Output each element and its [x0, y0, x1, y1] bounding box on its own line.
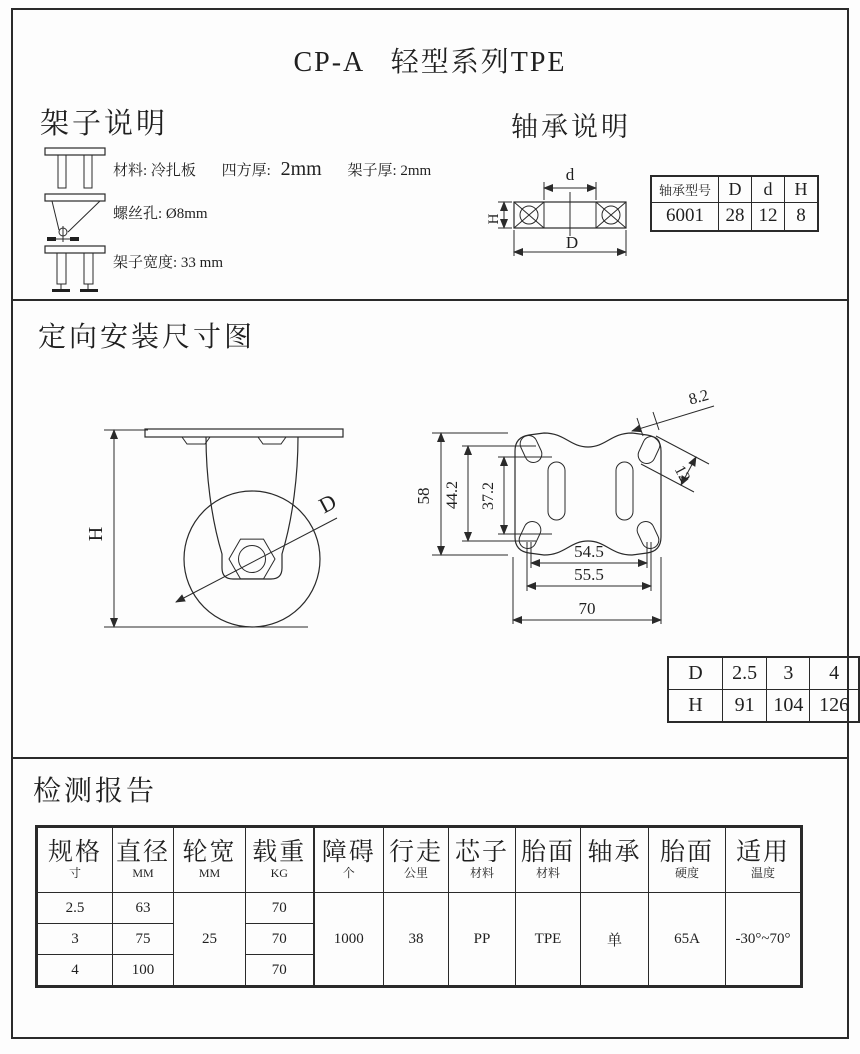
- col-header-tread-material: 胎面 材料: [516, 828, 581, 893]
- section-divider-bottom: [11, 757, 849, 759]
- bearing-H-value: 8: [785, 202, 819, 231]
- spec-size: 3: [38, 924, 113, 955]
- frame-material-spec: [113, 158, 431, 181]
- dh-d-value-1: 2.5: [722, 657, 767, 690]
- dh-h-value-1: 91: [722, 690, 767, 723]
- dh-label-D: D: [668, 657, 722, 690]
- bearing-spec-table: [650, 175, 819, 232]
- frame-thickness-label: 架子厚: 2mm: [347, 163, 432, 179]
- diameter-height-table: [667, 656, 860, 723]
- wheel-width-value: 25: [174, 893, 246, 986]
- temperature-range-value: -30°~70°: [726, 893, 801, 986]
- plate-dim-12: 12: [670, 462, 694, 485]
- bearing-diagram: [486, 156, 642, 268]
- bearing-dim-h-label: H: [486, 213, 502, 225]
- side-view-height-label: H: [85, 526, 107, 542]
- hardness-value: 65A: [649, 893, 726, 986]
- section-divider-top: [11, 299, 849, 301]
- bearing-D-header: D: [719, 176, 752, 202]
- plate-dim-54-5: 54.5: [574, 542, 604, 561]
- col-header-temperature: 适用 温度: [726, 828, 801, 893]
- col-header-core-material: 芯子 材料: [449, 828, 516, 893]
- col-header-obstacle: 障碍 个: [314, 828, 384, 893]
- caster-side-view-drawing: [85, 396, 375, 664]
- square-thickness-label: 四方厚:: [221, 163, 271, 179]
- dh-label-H: H: [668, 690, 722, 723]
- spec-diameter: 63: [113, 893, 174, 924]
- core-material-value: PP: [449, 893, 516, 986]
- travel-distance-value: 38: [384, 893, 449, 986]
- bearing-section-heading: 轴承说明: [511, 112, 631, 142]
- bracket-width-icon: [44, 244, 106, 294]
- bearing-d-value: 12: [752, 202, 785, 231]
- tread-material-value: TPE: [516, 893, 581, 986]
- report-section-heading: 检测报告: [33, 776, 158, 807]
- bearing-model-header: 轴承型号: [651, 176, 719, 202]
- report-row-2-5: [38, 893, 801, 924]
- dh-h-value-2: 104: [767, 690, 810, 723]
- dh-d-value-2: 3: [767, 657, 810, 690]
- spec-size: 4: [38, 955, 113, 986]
- obstacle-count-value: 1000: [314, 893, 384, 986]
- load-value: 70: [246, 955, 314, 986]
- bearing-d-header: d: [752, 176, 785, 202]
- dh-h-value-3: 126: [810, 690, 859, 723]
- bearing-type-value: 单: [581, 893, 649, 986]
- page-title: CP-A 轻型系列TPE: [293, 47, 567, 78]
- col-header-bearing: 轴承: [581, 828, 649, 893]
- col-header-travel: 行走 公里: [384, 828, 449, 893]
- plate-dim-37-2: 37.2: [480, 482, 497, 510]
- plate-dim-44-2: 44.2: [444, 481, 461, 509]
- plate-dim-8-2: 8.2: [686, 386, 711, 409]
- col-header-diameter: 直径 MM: [113, 828, 174, 893]
- frame-width-spec: 架子宽度: 33 mm: [113, 255, 224, 271]
- spec-size: 2.5: [38, 893, 113, 924]
- spec-diameter: 75: [113, 924, 174, 955]
- plate-dim-58: 58: [414, 487, 433, 505]
- load-value: 70: [246, 924, 314, 955]
- spec-diameter: 100: [113, 955, 174, 986]
- bearing-dim-d-label: d: [565, 165, 575, 184]
- col-header-hardness: 胎面 硬度: [649, 828, 726, 893]
- material-label: 材料: 冷扎板: [113, 163, 196, 179]
- bracket-fork-icon: [42, 192, 108, 246]
- col-header-load: 载重 KG: [246, 828, 314, 893]
- side-view-diameter-label: D: [314, 488, 341, 519]
- col-header-spec: 规格 寸: [38, 828, 113, 893]
- mounting-section-heading: 定向安装尺寸图: [38, 322, 256, 353]
- mounting-plate-drawing: [416, 384, 736, 636]
- plate-dim-55-5: 55.5: [574, 565, 604, 584]
- bearing-H-header: H: [785, 176, 819, 202]
- plate-dim-70: 70: [578, 599, 596, 618]
- bearing-dim-D-label: D: [565, 233, 579, 252]
- dh-d-value-3: 4: [810, 657, 859, 690]
- col-header-wheel-width: 轮宽 MM: [174, 828, 246, 893]
- bearing-model-value: 6001: [651, 202, 719, 231]
- bearing-D-value: 28: [719, 202, 752, 231]
- test-report-table: [35, 825, 803, 988]
- bracket-top-plate-icon: [44, 146, 106, 190]
- square-thickness-value: 2mm: [280, 158, 322, 180]
- screw-hole-spec: 螺丝孔: Ø8mm: [113, 206, 208, 222]
- load-value: 70: [246, 893, 314, 924]
- frame-section-heading: 架子说明: [40, 108, 169, 140]
